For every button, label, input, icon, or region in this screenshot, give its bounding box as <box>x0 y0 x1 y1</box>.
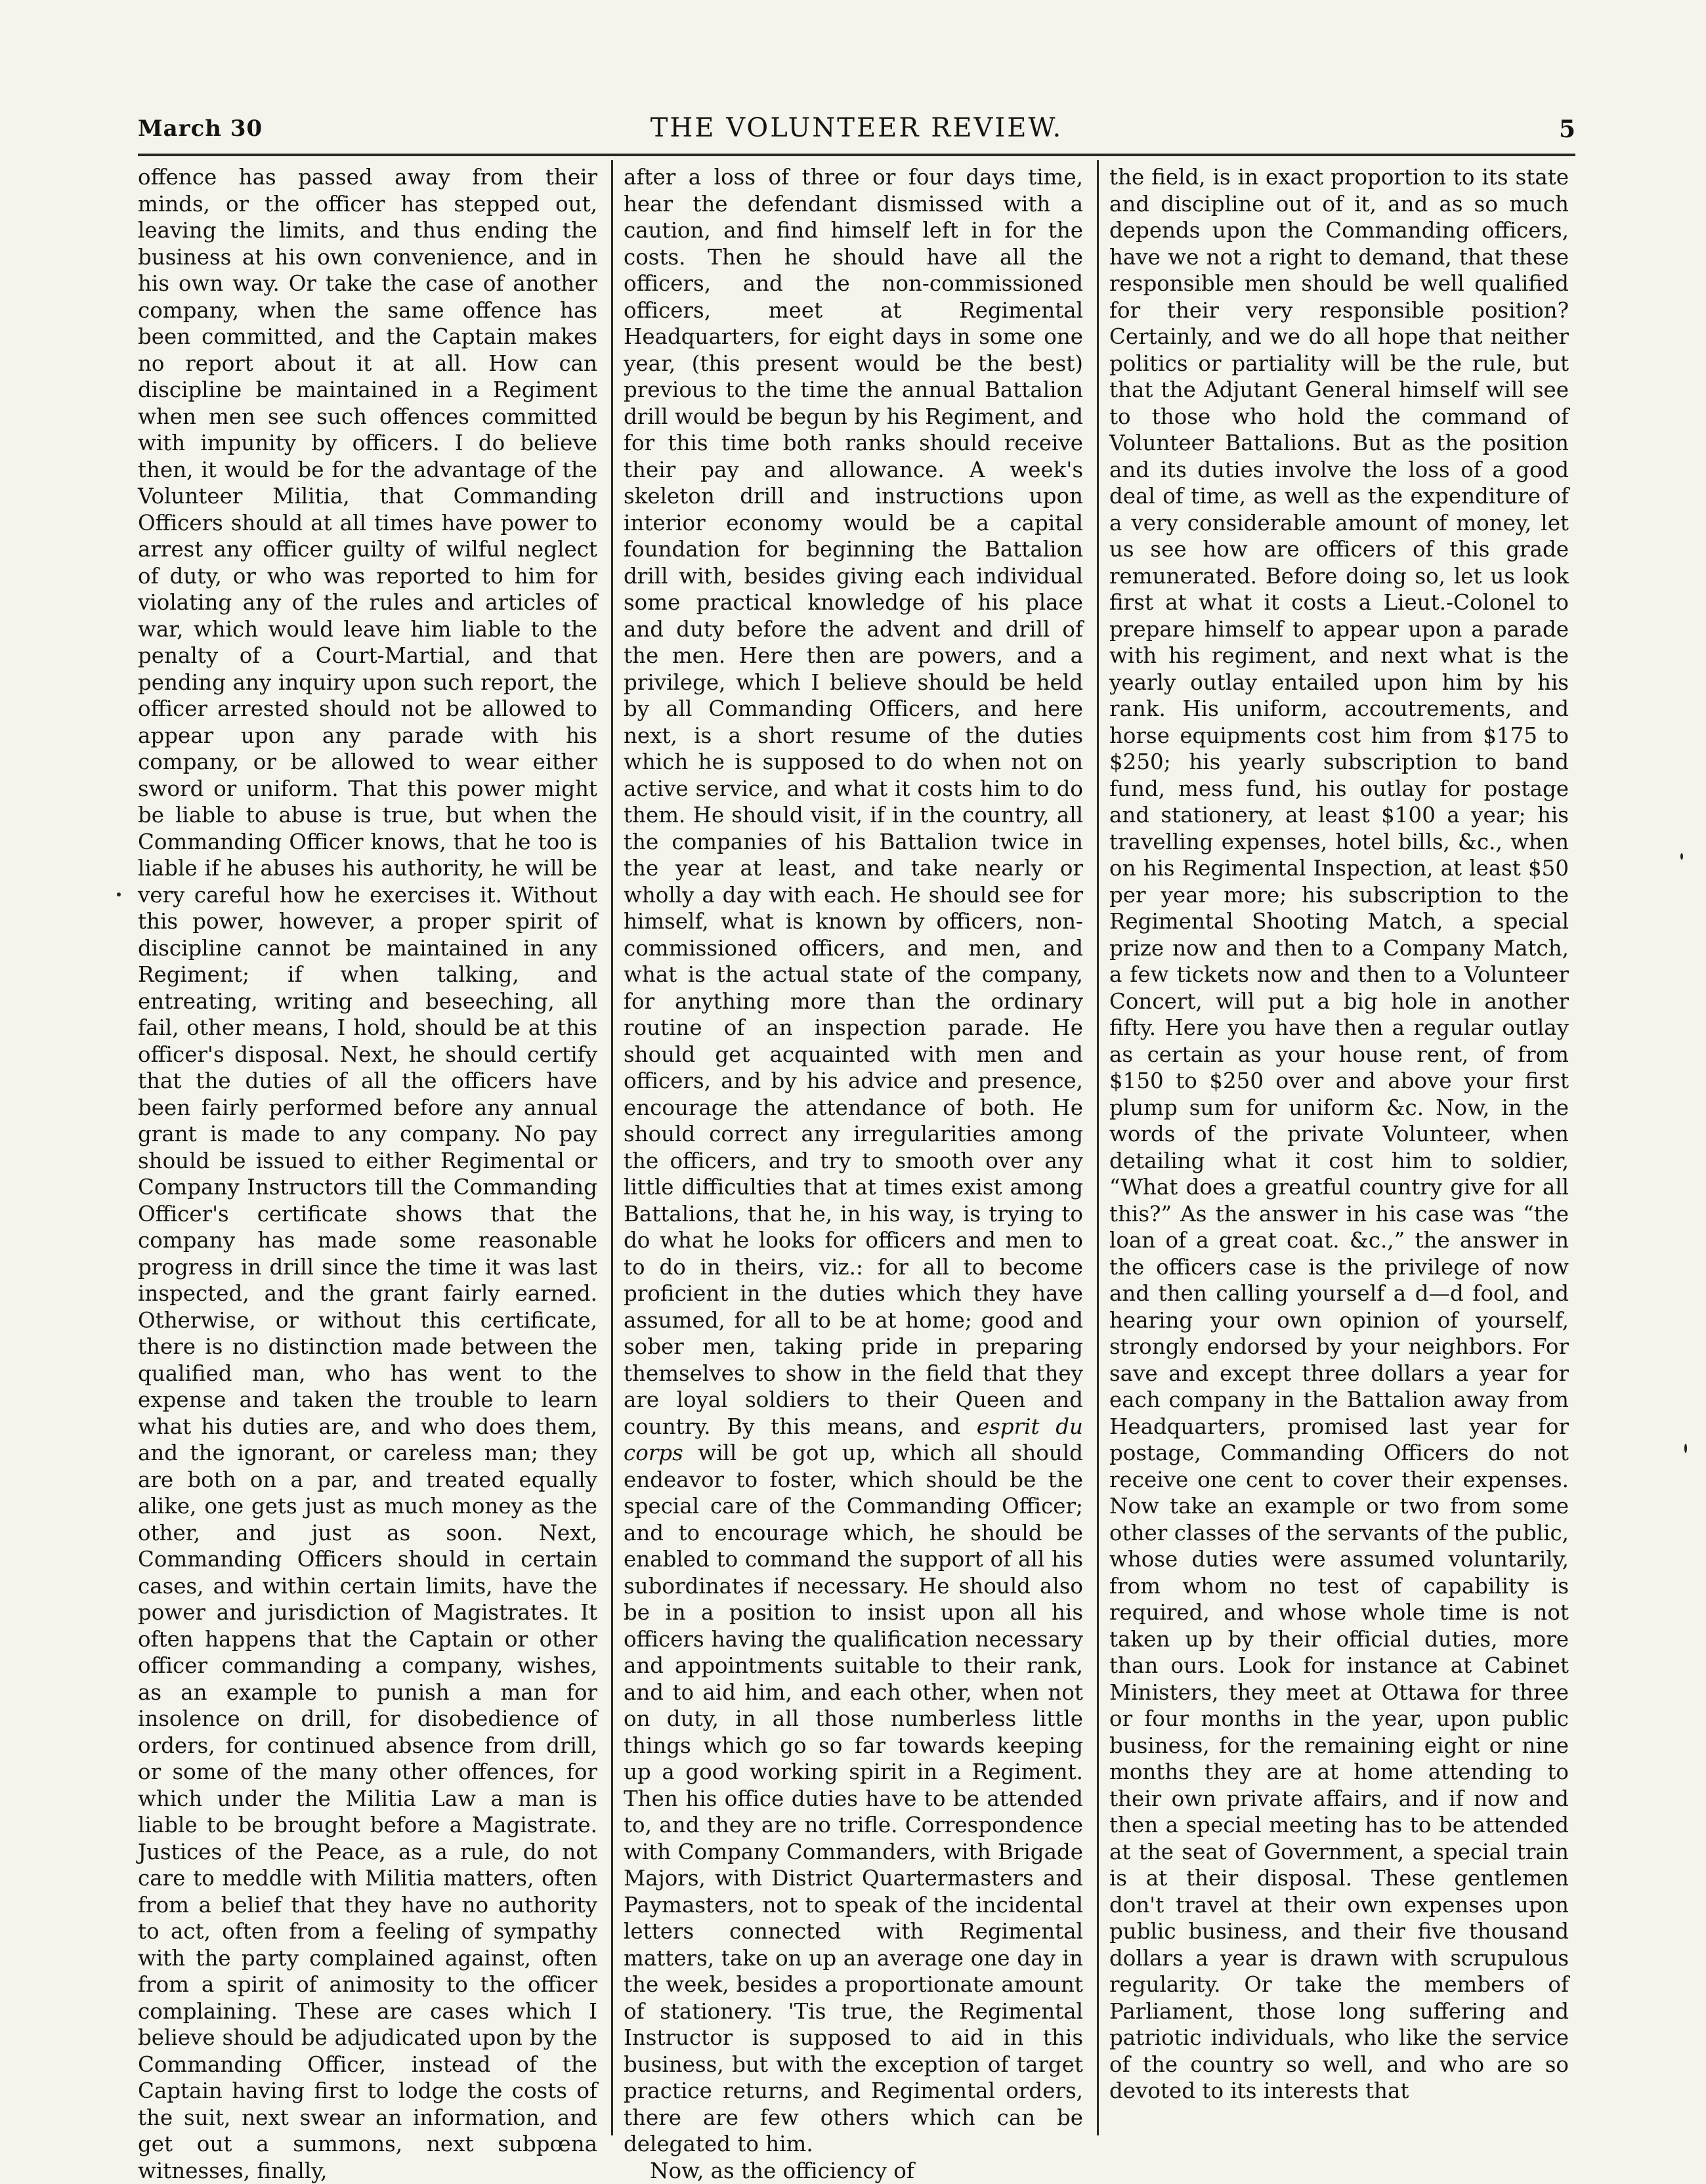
column-2-text <box>624 164 1083 2158</box>
page-header <box>138 110 1575 156</box>
issue-date: March 30 <box>138 116 263 142</box>
paper-speck <box>117 892 121 896</box>
paper-speck <box>1684 1444 1687 1453</box>
article-column-3 <box>1109 164 1569 2139</box>
publication-title: THE VOLUNTEER REVIEW. <box>138 113 1575 143</box>
column-2-text-part-1: after a loss of three or four days time, hear the defendant dismissed with a caution, and find himself left in for the costs. Then he should have all the officers, and the non-commissioned officers, meet at Regimental Headquarters, for eight days in some one year, (this present would be the best) previous to the time the annual Battalion drill would be begun by his Regiment, and for this time both ranks should receive their pay and allowance. A week's skeleton drill and instructions upon interior economy would be a capital foundation for beginning the Battalion drill with, besides giving each individual some practical knowledge of his place and duty before the advent and drill of the men. Here then are powers, and a privilege, which I believe should be held by all Commanding Officers, and here next, is a short resume of the duties which he is supposed to do when not on active service, and what it costs him to do them. He should visit, if in the country, all the companies of his Battalion twice in the year at least, and take nearly or wholly a day with each. He should see for himself, what is known by officers, non-commissioned officers, and men, and what is the actual state of the company, for anything more than the ordinary routine of an inspection parade. He should get acquainted with men and officers, and by his advice and presence, encourage the attendance of both. He should correct any irregularities among the officers, and try to smooth over any little difficulties that at times exist among Battalions, that he, in his way, is trying to do what he looks for officers and men to to do in theirs, viz.: for all to become proficient in the duties which they have assumed, for all to be at home; good and sober men, taking pride in preparing themselves to show in the field that they are loyal soldiers to their Queen and country. By this means, and <box>624 165 1083 1439</box>
column-3-text: the field, is in exact proportion to its state and discipline out of it, and as so much depends upon the Commanding officers, have we not a right to demand, that these responsible men should be well qualified for their very responsible position? Certainly, and we do all hope that neither politics or partiality will be the rule, but that the Adjutant General himself will see to those who hold the command of Volunteer Battalions. But as the position and its duties involve the loss of a good deal of time, as well as the expenditure of a very considerable amount of money, let us see how are officers of this grade remunerated. Before doing so, let us look first at what it costs a Lieut.-Colonel to prepare himself to appear upon a parade with his regiment, and next what is the yearly outlay entailed upon him by his rank. His uniform, accoutrements, and horse equipments cost him from $175 to $250; his yearly subscription to band fund, mess fund, his outlay for postage and stationery, at least $100 a year; his travelling expenses, hotel bills, &c., when on his Regimental Inspection, at least $50 per year more; his subscription to the Regimental Shooting Match, a special prize now and then to a Company Match, a few tickets now and then to a Volunteer Concert, will put a big hole in another fifty. Here you have then a regular outlay as certain as your house rent, of from $150 to $250 over and above your first plump sum for uniform &c. Now, in the words of the private Volunteer, when detailing what it cost him to soldier, “What does a greatful country give for all this?” As the answer in his case was “the loan of a great coat. &c.,” the answer in the officers case is the privilege of now and then calling yourself a d—d fool, and hearing your own opinion of yourself, strongly endorsed by your neighbors. For save and except three dollars a year for each company in the Battalion away from Headquarters, promised last year for postage, Commanding Officers do not receive one cent to cover their expenses. Now take an example or two from some other classes of the servants of the public, whose duties were assumed voluntarily, from whom no test of capability is required, and whose whole time is not taken up by their official duties, more than ours. Look for instance at Cabinet Ministers, they meet at Ottawa for three or four months in the year, upon public business, for the remaining eight or nine months they are at home attending to their own private affairs, and if now and then a special meeting has to be attended at the seat of Government, a special train is at their disposal. These gentlemen don't travel at their own expenses upon public business, and their five thousand dollars a year is drawn with scrupulous regularity. Or take the members of Parliament, those long suffering and patriotic individuals, who like the service of the country so well, and who are so devoted to its interests that <box>1109 164 1569 2105</box>
column-2-closing-line: Now, as the officiency of <box>624 2158 1083 2184</box>
paper-speck <box>1680 853 1683 860</box>
column-divider <box>1097 160 1099 2135</box>
italic-phrase: esprit du corps <box>624 1414 1083 1466</box>
column-divider <box>611 160 613 2135</box>
page-number: 5 <box>1559 116 1575 143</box>
column-1-text: offence has passed away from their minds, or the officer has stepped out, leaving the limits, and thus ending the business at his own convenience, and in his own way. Or take the case of another company, when the same offence has been committed, and the Captain makes no report about it at all. How can discipline be maintained in a Regiment when men see such offences committed with impunity by officers. I do believe then, it would be for the advantage of the Volunteer Militia, that Commanding Officers should at all times have power to arrest any officer guilty of wilful neglect of duty, or who was reported to him for violating any of the rules and articles of war, which would leave him liable to the penalty of a Court-Martial, and that pending any inquiry upon such report, the officer arrested should not be allowed to appear upon any parade with his company, or be allowed to wear either sword or uniform. That this power might be liable to abuse is true, but when the Commanding Officer knows, that he too is liable if he abuses his authority, he will be very careful how he exercises it. Without this power, however, a proper spirit of discipline cannot be maintained in any Regiment; if when talking, and entreating, writing and beseeching, all fail, other means, I hold, should be at this officer's disposal. Next, he should certify that the duties of all the officers have been fairly performed before any annual grant is made to any company. No pay should be issued to either Regimental or Company Instructors till the Commanding Officer's certificate shows that the company has made some reasonable progress in drill since the time it was last inspected, and the grant fairly earned. Otherwise, or without this certificate, there is no distinction made between the qualified man, who has went to the expense and taken the trouble to learn what his duties are, and who does them, and the ignorant, or careless man; they are both on a par, and treated equally alike, one gets just as much money as the other, and just as soon. Next, Commanding Officers should in certain cases, and within certain limits, have the power and jurisdiction of Magistrates. It often happens that the Captain or other officer commanding a company, wishes, as an example to punish a man for insolence on drill, for disobedience of orders, for continued absence from drill, or some of the many other offences, for which under the Militia Law a man is liable to be brought before a Magistrate. Justices of the Peace, as a rule, do not care to meddle with Militia matters, often from a belief that they have no authority to act, often from a feeling of sympathy with the party complained against, often from a spirit of animosity to the officer complaining. These are cases which I believe should be adjudicated upon by the Commanding Officer, instead of the Captain having first to lodge the costs of the suit, next swear an information, and get out a summons, next subpœna witnesses, finally, <box>138 164 597 2184</box>
article-column-2 <box>624 164 1083 2139</box>
column-2-text-part-2: will be got up, which all should endeavor to foster, which should be the special care of the Commanding Officer; and to encourage which, he should be enabled to command the support of all his subordinates if necessary. He should also be in a position to insist upon all his officers having the qualification necessary and appointments suitable to their rank, and to aid him, and each other, when not on duty, in all those numberless little things which go so far towards keeping up a good working spirit in a Regiment. Then his office duties have to be attended to, and they are no trifle. Correspondence with Company Commanders, with Brigade Majors, with District Quartermasters and Paymasters, not to speak of the incidental letters connected with Regimental matters, take on up an average one day in the week, besides a proportionate amount of stationery. 'Tis true, the Regimental Instructor is supposed to aid in this business, but with the exception of target practice returns, and Regimental orders, there are few others which can be delegated to him. <box>624 1440 1083 2156</box>
article-column-1 <box>138 164 597 2139</box>
